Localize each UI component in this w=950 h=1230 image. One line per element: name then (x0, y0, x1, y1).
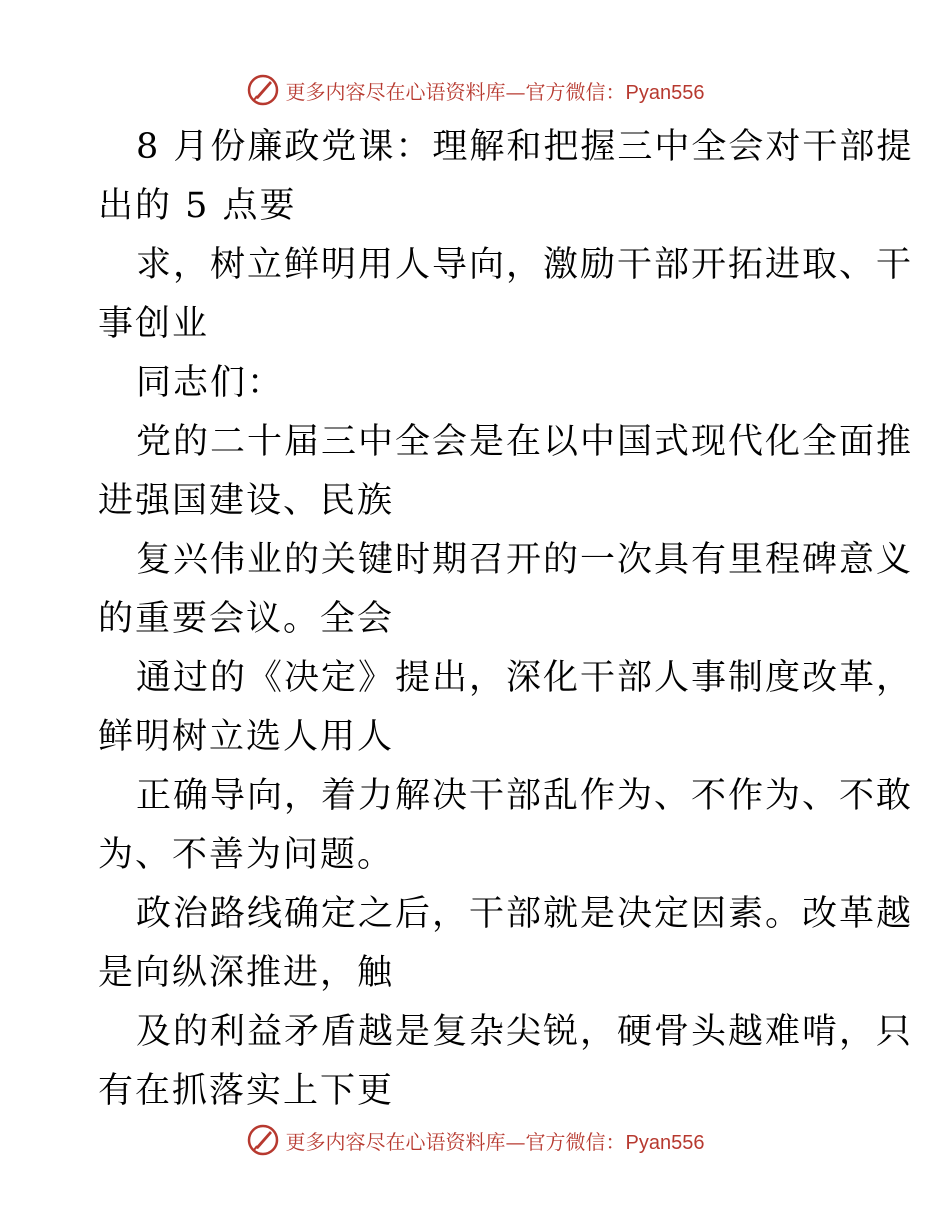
salutation: 同志们： (136, 363, 285, 403)
paragraph-line: 有在抓落实上下更 (98, 1071, 395, 1111)
paragraph-line: 正确导向，着力解决干部乱作为、不作为、不敢 (136, 776, 914, 816)
title-line-1: 8 月份廉政党课：理解和把握三中全会对干部提 (136, 127, 914, 167)
paragraph-line: 通过的《决定》提出，深化干部人事制度改革， (136, 658, 914, 698)
paragraph-line: 党的二十届三中全会是在以中国式现代化全面推 (136, 422, 914, 462)
paragraph-line: 及的利益矛盾越是复杂尖锐，硬骨头越难啃，只 (136, 1012, 914, 1052)
header-banner (0, 70, 950, 110)
footer-banner (0, 1120, 950, 1160)
footer-banner-text: 更多内容尽在心语资料库—官方微信：Pyan556 (285, 1129, 705, 1154)
paragraph-line: 为、不善为问题。 (98, 835, 395, 875)
paragraph-line: 鲜明树立选人用人 (98, 717, 395, 757)
paragraph-line: 复兴伟业的关键时期召开的一次具有里程碑意义 (136, 540, 914, 580)
quill-logo-icon (246, 73, 280, 107)
title-line-3: 求，树立鲜明用人导向，激励干部开拓进取、干 (136, 245, 914, 285)
quill-logo-icon (246, 1123, 280, 1157)
title-line-2: 出的 5 点要 (98, 186, 297, 226)
paragraph-line: 是向纵深推进，触 (98, 953, 395, 993)
wechat-id: Pyan556 (625, 1131, 705, 1154)
wechat-id: Pyan556 (625, 81, 705, 104)
paragraph-line: 进强国建设、民族 (98, 481, 395, 521)
document-body (98, 118, 914, 1121)
paragraph-line: 的重要会议。全会 (98, 599, 395, 639)
header-banner-text: 更多内容尽在心语资料库—官方微信：Pyan556 (285, 79, 705, 104)
paragraph-line: 政治路线确定之后，干部就是决定因素。改革越 (136, 894, 914, 934)
title-line-4: 事创业 (98, 304, 210, 344)
